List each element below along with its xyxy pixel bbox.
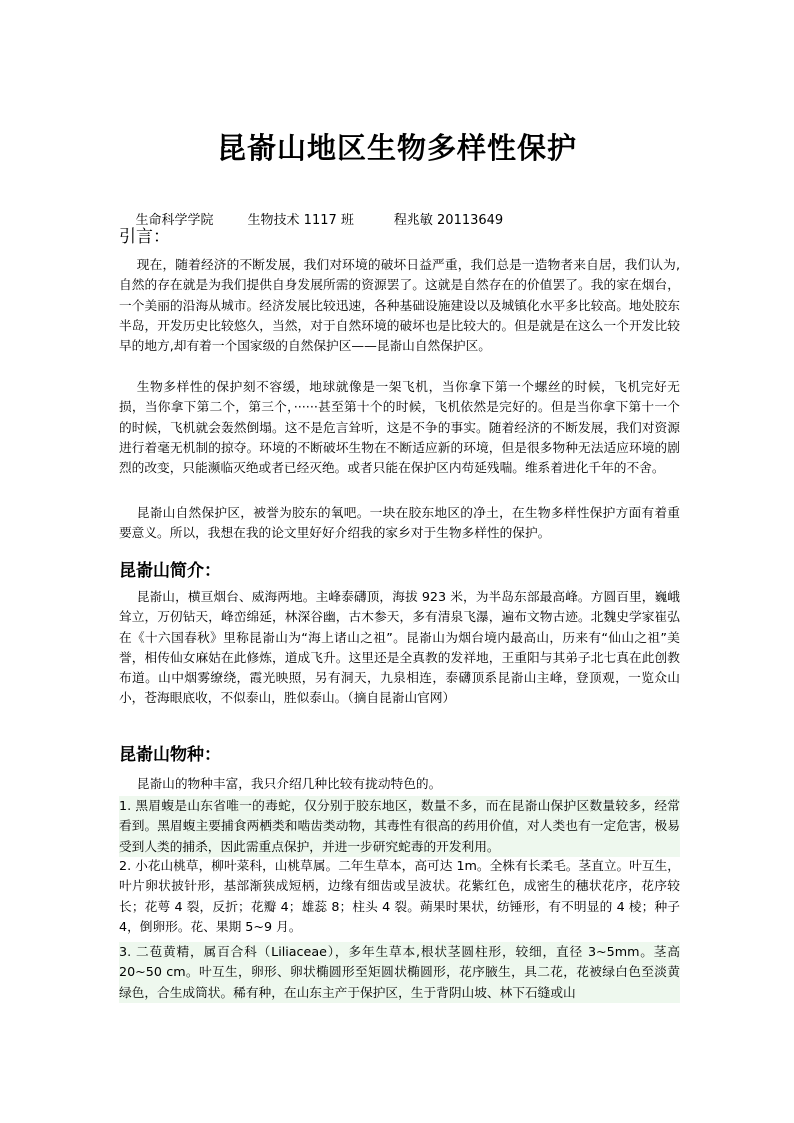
byline-author: 程兆敏 20113649	[393, 213, 504, 228]
intro-paragraph-2: 生物多样性的保护刻不容缓，地球就像是一架飞机，当你拿下第一个螺丝的时候，飞机完好无损，当你拿下第二个，第三个，······甚至第十个的时候，飞机依然是完好的。但是当你拿下第十一个的时候，飞机就会轰然倒塌。这不是危言耸听，这是不争的事实。随着经济的不断发展，我们对资源进行着毫无机制的掠夺。环境的不断破坏生物在不断适应新的环境，但是很多物种无法适应环境的剧烈的改变，只能濒临灭绝或者已经灭绝。或者只能在保护区内苟延残喘。维系着进化千年的不舍。	[119, 379, 680, 476]
species-item-3: 3. 二苞黄精，属百合科（Liliaceae），多年生草本,根状茎圆柱形，较细，直径 3~5mm。茎高 20~50 cm。叶互生，卵形、卵状椭圆形至矩圆状椭圆形，花序腋生，具二花，花被绿白色至淡黄绿色，合生成筒状。稀有种，在山东主产于保护区，生于背阴山坡、林下石缝或山	[119, 942, 680, 1003]
species-item-1: 1. 黑眉蝮是山东省唯一的毒蛇，仅分别于胶东地区，数量不多，而在昆嵛山保护区数量较多，经常看到。黑眉蝮主要捕食两栖类和啮齿类动物，其毒性有很高的药用价值，对人类也有一定危害，极易受到人类的捕杀，因此需重点保护，并进一步研究蛇毒的开发利用。	[119, 796, 680, 857]
page-title: 昆嵛山地区生物多样性保护	[216, 131, 577, 165]
species-heading: 昆嵛山物种：	[119, 745, 221, 765]
overview-heading: 昆嵛山简介：	[119, 561, 221, 581]
byline	[119, 194, 503, 243]
byline-class: 生物技术 1117 班	[247, 213, 354, 228]
intro-paragraph-1: 现在，随着经济的不断发展，我们对环境的破坏日益严重，我们总是一造物者来自居，我们认为,自然的存在就是为我们提供自身发展所需的资源罢了。这就是自然存在的价值罢了。我的家在烟台，一个美丽的沿海从城市。经济发展比较迅速，各种基础设施建设以及城镇化水平多比较高。地处胶东半岛，开发历史比较悠久，当然，对于自然环境的破坏也是比较大的。但是就是在这么一个开发比较早的地方,却有着一个国家级的自然保护区——昆嵛山自然保护区。	[119, 257, 680, 354]
byline-college: 生命科学学院	[135, 213, 214, 228]
species-intro: 昆嵛山的物种丰富，我只介绍几种比较有拢动特色的。	[136, 776, 442, 791]
overview-paragraph: 昆嵛山，横亘烟台、威海两地。主峰泰礴顶，海拔 923 米，为半岛东部最高峰。方圆百里，巍峨耸立，万仞钻天，峰峦绵延，林深谷幽，古木参天，多有清泉飞瀑，遍布文物古迹。北魏史学家崔弘在《十六国春秋》里称昆嵛山为“海上诸山之祖”。昆嵛山为烟台境内最高山，历来有“仙山之祖”美誉，相传仙女麻姑在此修炼，道成飞升。这里还是全真教的发祥地，王重阳与其弟子北七真在此创教布道。山中烟雾缭绕，霞光映照，另有洞天，九泉相连，泰礴顶系昆嵛山主峰，登顶观，一览众山小，苍海眼底收，不似泰山，胜似泰山。（摘自昆嵛山官网）	[119, 589, 680, 706]
species-item-2: 2. 小花山桃草，柳叶菜科，山桃草属。二年生草本，高可达 1m。全株有长柔毛。茎直立。叶互生，叶片卵状披针形，基部渐狭成短柄，边缘有细齿或呈波状。花紫红色，成密生的穗状花序，花序较长；花萼 4 裂，反折；花瓣 4；雄蕊 8；柱头 4 裂。蒴果时果状，纺锤形，有不明显的 4 棱；种子 4，倒卵形。花、果期 5~9 月。	[119, 858, 680, 934]
intro-paragraph-3: 昆嵛山自然保护区，被誉为胶东的氧吧。一块在胶东地区的净土，在生物多样性保护方面有着重要意义。所以，我想在我的论文里好好介绍我的家乡对于生物多样性的保护。	[119, 505, 680, 541]
intro-heading: 引言：	[119, 227, 170, 247]
